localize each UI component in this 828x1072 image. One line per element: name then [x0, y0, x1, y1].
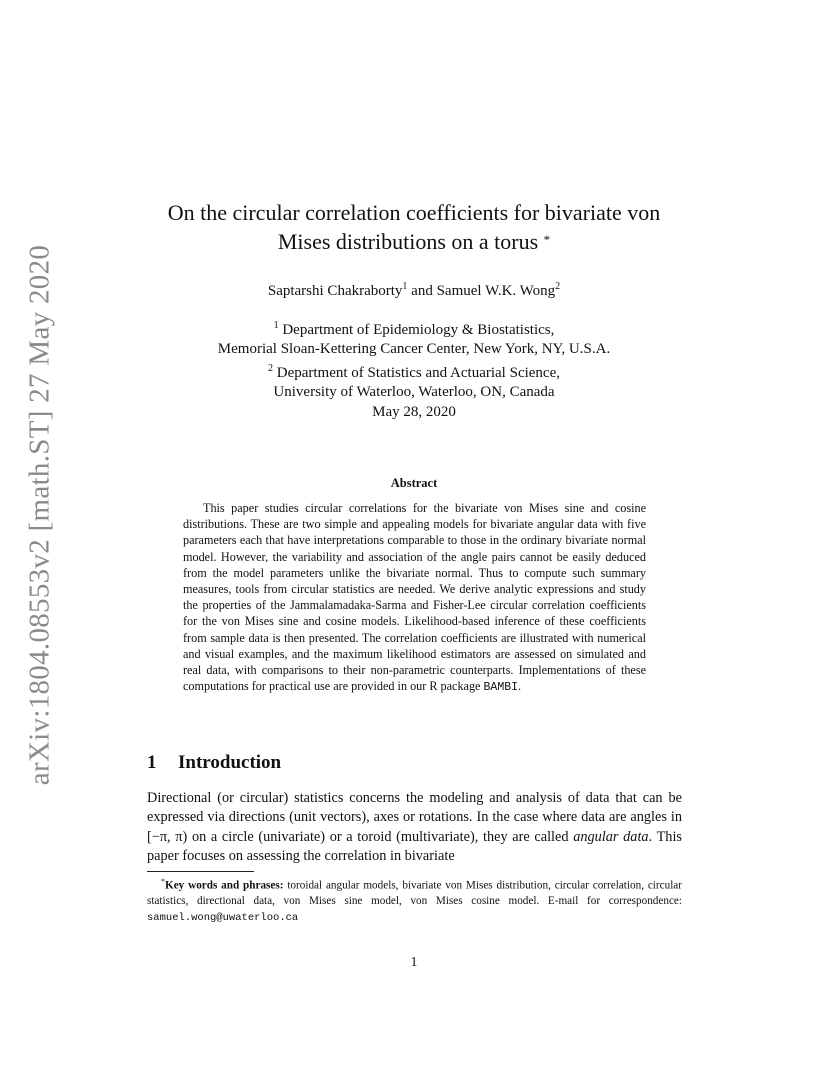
title-line-1: On the circular correlation coefficients for bivariate von: [167, 200, 661, 225]
footnote-mark: *: [161, 877, 165, 886]
author-conjunction: and: [407, 283, 437, 299]
affiliation-line: Department of Statistics and Actuarial Science,: [276, 365, 560, 381]
title-footnote-mark: *: [543, 232, 551, 247]
intro-emphasis: angular data: [573, 828, 649, 845]
footnote: [147, 874, 682, 926]
affiliation-line: Memorial Sloan-Kettering Cancer Center, New York, NY, U.S.A.: [217, 341, 611, 357]
affiliation-2: [130, 359, 698, 383]
intro-paragraph: [147, 789, 682, 866]
abstract-heading: Abstract: [390, 476, 438, 490]
affiliation-mark: 2: [268, 363, 273, 374]
arxiv-identifier: arXiv:1804.08553v2 [math.ST] 27 May 2020: [23, 244, 56, 786]
abstract-end: .: [518, 679, 522, 694]
affiliations: [130, 316, 698, 402]
page-number: 1: [410, 955, 418, 970]
abstract-paragraph: This paper studies circular correlations for the bivariate von Mises sine and cosine distributions. These are two simple and appealing models for bivariate angular data with five parameters each that have interpretations comparable to those in the ordinary bivariate normal model. However, the variability and association of the angle pairs cannot be easily deduced from the model parameters unlike the bivariate normal. Thus to compute such summary measures, tools from circular statistics are needed. We derive analytic expressions and study the properties of the Jammalamadaka-Sarma and Fisher-Lee circular correlation coefficients for the von Mises sine and cosine models. Likelihood-based inference of these coefficients from sample data is then presented. The correlation coefficients are illustrated with numerical and visual examples, and the maximum likelihood estimators are assessed on simulated and real data, with comparisons to their non-parametric counterparts. Implementations of these computations for practical use are provided in our R package: [183, 501, 646, 694]
package-name: BAMBI: [483, 681, 519, 695]
title-line-2: Mises distributions on a torus: [277, 229, 539, 254]
author-affiliation-mark: 2: [555, 281, 561, 292]
paper-date: May 28, 2020: [372, 404, 456, 420]
affiliation-line: Department of Epidemiology & Biostatistics,: [282, 322, 555, 338]
author-list: [130, 277, 698, 301]
affiliation-1: [130, 316, 698, 340]
affiliation-line: University of Waterloo, Waterloo, ON, Canada: [273, 384, 555, 400]
intro-text: Directional (or circular) statistics concerns the modeling and analysis of data that can be expressed via directions (unit vectors), axes or rotations. In the case where data are angles in [−π, π) on a circle (univariate) or a toroid (multivariate), they are called: [147, 790, 682, 845]
abstract-text: [183, 500, 646, 696]
paper-title: [130, 198, 698, 256]
section-title: Introduction: [178, 752, 282, 773]
section-heading: [147, 752, 281, 774]
footnote-label: Key words and phrases:: [165, 879, 284, 892]
intro-text: . This paper focuses on assessing the correlation in bivariate: [147, 828, 682, 864]
affiliation-mark: 1: [273, 320, 279, 331]
email-link[interactable]: samuel.wong@uwaterloo.ca: [147, 911, 299, 924]
section-number: 1: [147, 752, 157, 773]
footnote-text: toroidal angular models, bivariate von Mises distribution, circular correlation, circular statistics, directional data, von Mises sine model, von Mises cosine model. E-mail for correspondence:: [147, 879, 682, 908]
footnote-rule: [147, 871, 254, 872]
author-name: Samuel W.K. Wong: [436, 283, 556, 299]
author-affiliation-mark: 1: [402, 281, 408, 292]
author-name: Saptarshi Chakraborty: [267, 283, 403, 299]
